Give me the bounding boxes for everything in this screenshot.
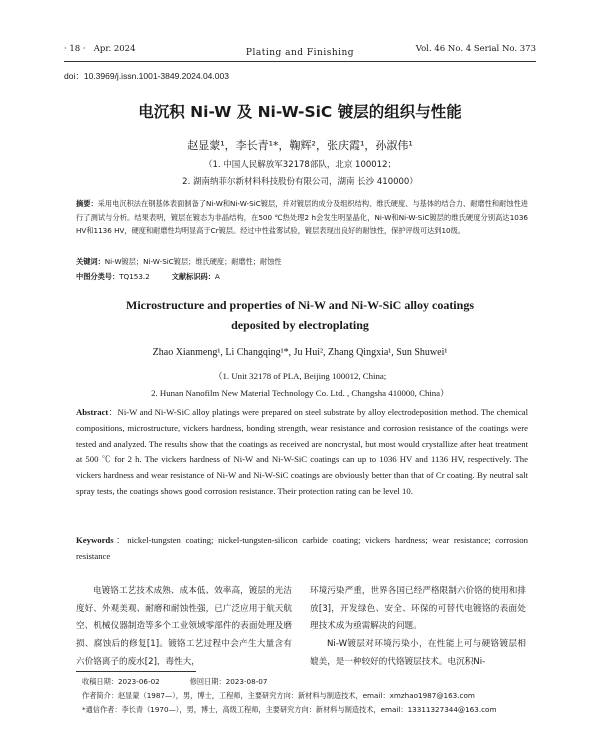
abstract-label-chinese: 摘要：: [76, 199, 98, 208]
revised-date: 修回日期：2023-08-07: [189, 677, 268, 686]
footnote-rule: [76, 671, 196, 672]
abstract-text-english: ：Ni-W and Ni-W-SiC alloy platings were prepared on steel substrate by alloy electrodeposition method. The chemical compositions, microstructure, vickers hardness, bonding strength, wear resistance and corrosion resistance of the coatings were tested and analyzed. The results show that the coatings as received are noncrystal, but most would crystallize after heat treatment at 500 ℃ for 2 h. The vickers hardness of Ni-W and Ni-W-SiC coatings can up to 1036 HV and 1136 HV, respectively. The vickers hardness and wear resistance of Ni-W and Ni-W-SiC coatings are obviously better than that of Cr coating. By neutral salt spray tests, the coatings shows good corrosion resistance. Their protection rating can be level 10.: [76, 407, 528, 496]
keywords-english: [76, 533, 528, 565]
affiliation-chinese-1: （1. 中国人民解放军32178部队，北京 100012；: [203, 160, 396, 170]
header-rule: [64, 61, 536, 62]
issue-date: Apr. 2024: [93, 44, 136, 54]
clc-code: TQ153.2: [119, 272, 150, 281]
page-number: · 18 ·: [64, 44, 86, 54]
journal-name: Plating and Finishing: [245, 48, 355, 58]
body-paragraph-1: 电镀铬工艺技术成熟、成本低、效率高，镀层的光洁度好、外观美观、耐磨和耐蚀性强，已广泛应用于航天航空、机械仪器制造等多个工业领域零部件的表面处理及磨损、腐蚀后的修复[1]。镀铬工艺过程中会产生大量含有六价铬离子的废水[2]，毒性大，: [76, 586, 292, 667]
footnote-corresponding: *通信作者：李长青（1970—），男，博士，高级工程师，主要研究方向：新材料与制造技术，email：13311327344@163.com: [82, 705, 497, 714]
affiliation-english-2: 2. Hunan Nanofilm New Material Technology Co. Ltd. , Changsha 410000, China）: [151, 388, 449, 398]
keywords-text-english: ：nickel-tungsten coating; nickel-tungsten-silicon carbide coating; vickers hardness; wear resistance; corrosion resistance: [76, 535, 528, 561]
doc-code: A: [214, 272, 220, 281]
keywords-chinese: [76, 257, 282, 267]
abstract-english-paragraph: [76, 405, 528, 500]
title-chinese: 电沉积 Ni-W 及 Ni-W-SiC 镀层的组织与性能: [138, 103, 462, 121]
footnote-author-info: 作者简介：赵显蒙（1987—），男，博士，工程师，主要研究方向：新材料与制造技术，email：xmzhao1987@163.com: [82, 691, 475, 700]
title-english-line1: Microstructure and properties of Ni-W and Ni-W-SiC alloy coatings: [126, 298, 474, 312]
doc-code-label: 文献标识码：: [171, 272, 215, 281]
volume-info: Vol. 46 No. 4 Serial No. 373: [415, 44, 536, 54]
abstract-chinese: [76, 197, 528, 238]
body-paragraph-1-cont: 环境污染严重，世界各国已经严格限制六价铬的使用和排放[3]，开发绿色、安全、环保的可替代电镀铬的表面处理技术成为亟需解决的问题。: [310, 586, 526, 632]
body-paragraph-2: Ni-W镀层对环境污染小，在性能上可与硬铬镀层相媲美，是一种较好的代铬镀层技术。电沉积Ni-: [310, 639, 526, 667]
keywords-label-english: Keywords: [76, 535, 114, 545]
authors-english: Zhao Xianmeng¹, Li Changqing¹*, Ju Hui², Zhang Qingxia¹, Sun Shuwei¹: [152, 347, 448, 358]
keywords-text-chinese: Ni-W镀层；Ni-W-SiC镀层；维氏硬度；耐磨性；耐蚀性: [104, 257, 282, 266]
abstract-label-english: Abstract: [76, 407, 109, 417]
page-header: [64, 44, 536, 60]
authors-chinese: 赵显蒙¹，李长青¹*，鞠辉²，张庆霞¹，孙淑伟¹: [187, 139, 413, 152]
received-date: 收稿日期：2023-06-02: [82, 677, 160, 686]
keywords-label-chinese: 关键词：: [76, 257, 105, 266]
affiliation-english-1: （1. Unit 32178 of PLA, Beijing 100012, China;: [213, 371, 387, 381]
affiliation-chinese-2: 2. 湖南纳菲尔新材料科技股份有限公司，湖南 长沙 410000）: [182, 177, 418, 187]
title-english-line2: deposited by electroplating: [231, 318, 369, 332]
classification-chinese: [76, 272, 220, 282]
abstract-english: [76, 405, 528, 500]
footnote-dates: [82, 677, 267, 687]
clc-label: 中图分类号：: [76, 272, 120, 281]
body-left-column: [76, 583, 292, 672]
abstract-text-chinese: 采用电沉积法在钢基体表面制备了Ni-W和Ni-W-SiC镀层，并对镀层的成分及组织结构、维氏硬度、与基体的结合力、耐磨性和耐蚀性进行了测试与分析。结果表明，镀层在镀态为非晶结构，在500 ℃热处理2 h会发生明显晶化，Ni-W和Ni-W-SiC镀层的维氏硬度分别高达1036 HV和1136 HV，硬度和耐磨性均明显高于Cr镀层。经过中性盐雾试验，镀层表现出良好的耐蚀性，保护评级可达到10级。: [76, 199, 528, 236]
doi[interactable]: doi：10.3969/j.issn.1001-3849.2024.04.003: [64, 71, 229, 81]
body-right-column: [310, 583, 526, 672]
